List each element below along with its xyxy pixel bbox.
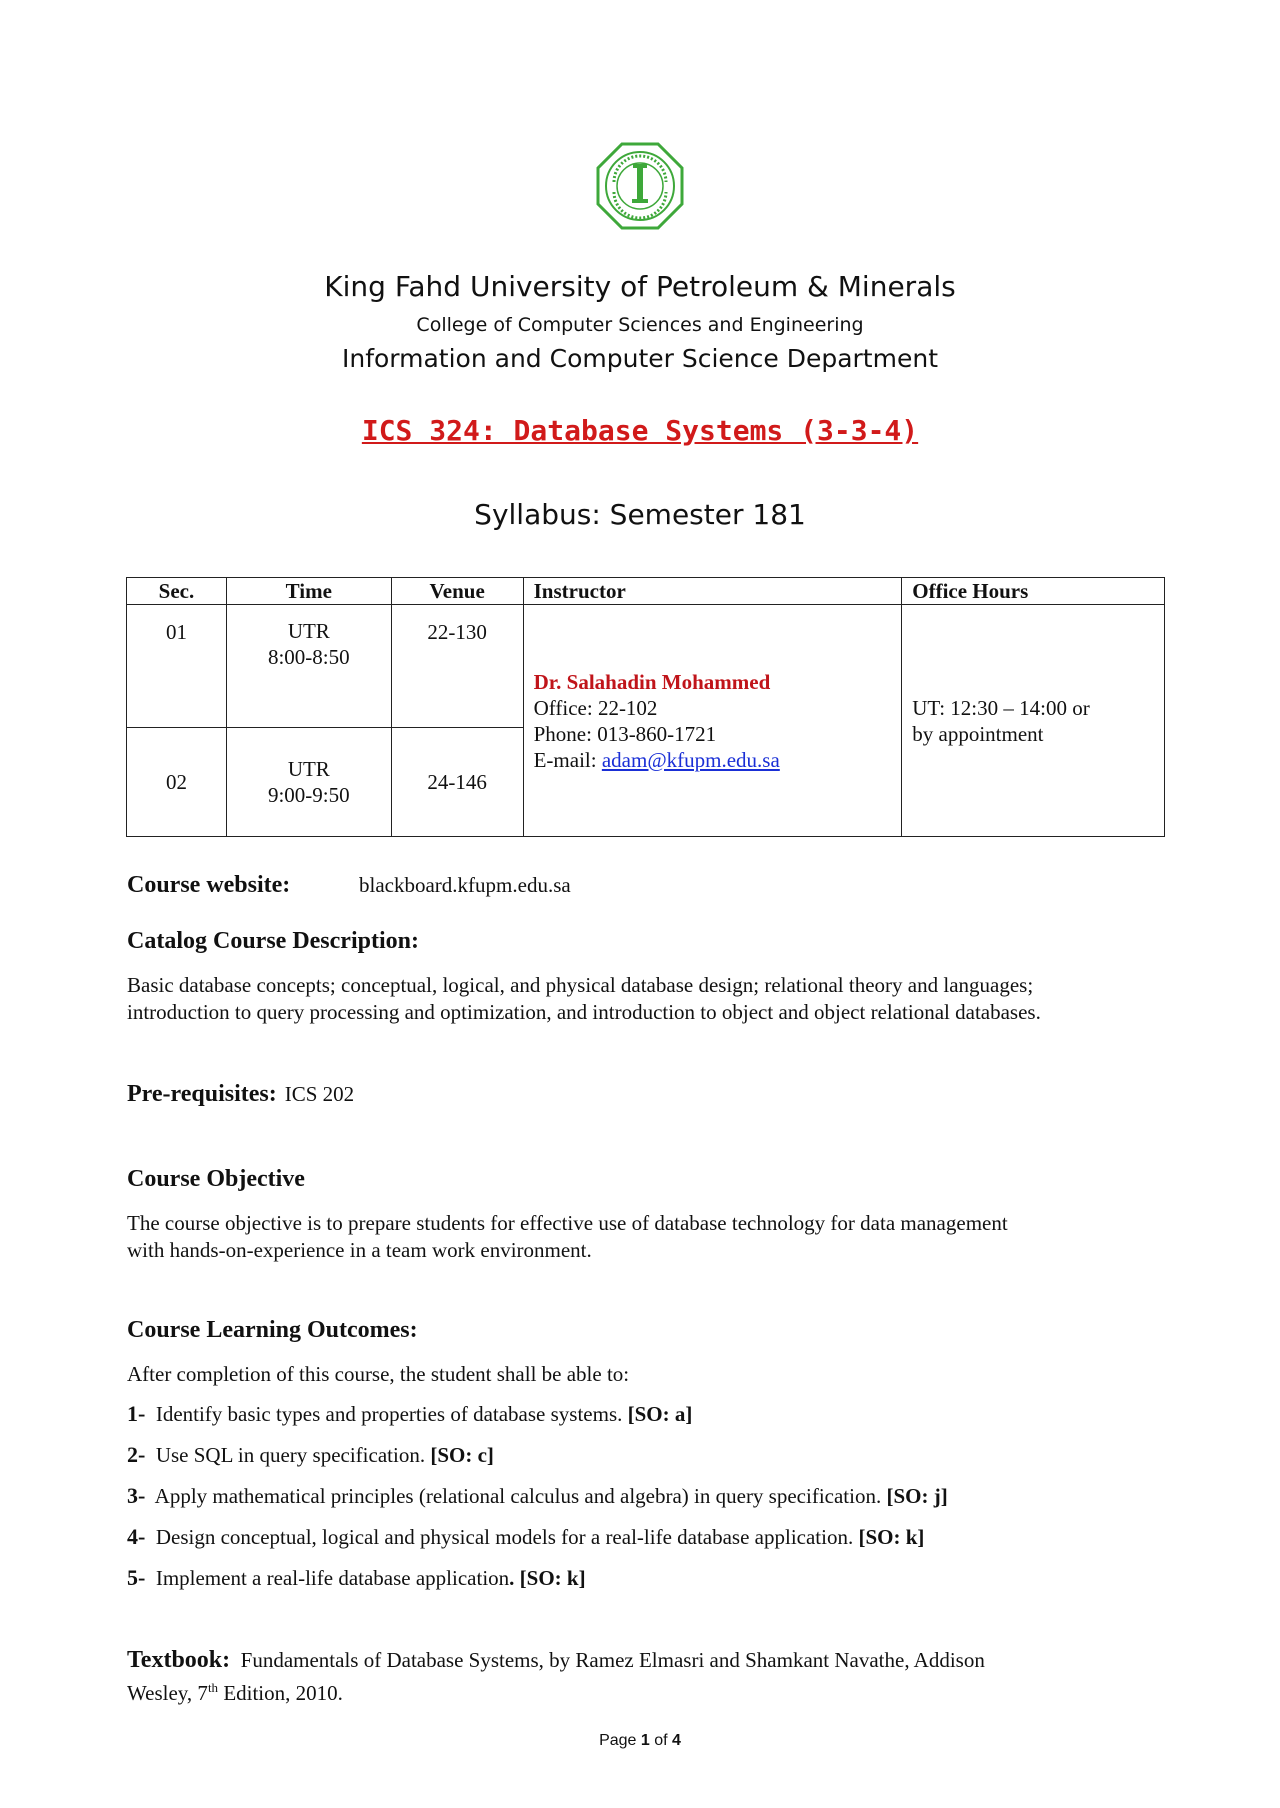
email-label: E-mail: — [533, 747, 602, 772]
website-value: blackboard.kfupm.edu.sa — [359, 873, 571, 897]
instructor-office: Office: 22-102 — [533, 695, 658, 720]
list-item: 5- Implement a real-life database application. [SO: k] — [127, 1565, 586, 1590]
office-hours-line2: by appointment — [912, 721, 1044, 746]
table-row — [127, 605, 1165, 728]
office-hours-line1: UT: 12:30 – 14:00 or — [912, 695, 1090, 720]
list-item: 2- Use SQL in query specification. [SO: c] — [127, 1442, 494, 1467]
objective-text — [127, 1210, 1167, 1264]
days-text: UTR — [287, 757, 330, 781]
list-item: 1- Identify basic types and properties of database systems. [SO: a] — [127, 1401, 693, 1426]
instructor-email-line — [534, 747, 896, 773]
page-footer: Page 1 of 4 — [599, 1732, 681, 1749]
catalog-description — [127, 972, 1167, 1026]
venue-cell: 24-146 — [391, 728, 523, 837]
page-number: 1 — [640, 1732, 650, 1749]
time-cell — [226, 728, 391, 837]
header-time: Time — [226, 578, 391, 605]
header-instructor: Instructor — [523, 578, 902, 605]
prerequisites — [127, 1081, 354, 1108]
office-hours-cell — [902, 605, 1165, 837]
section-cell: 01 — [127, 605, 227, 728]
kfupm-seal-icon — [596, 142, 684, 230]
list-item: 4- Design conceptual, logical and physical models for a real-life database application. [SO: k] — [127, 1524, 925, 1549]
department-name: Information and Computer Science Department — [341, 344, 938, 373]
instructor-email-link[interactable]: adam@kfupm.edu.sa — [601, 747, 780, 772]
instructor-name: Dr. Salahadin Mohammed — [533, 669, 771, 694]
course-title — [0, 414, 1280, 447]
time-cell — [226, 605, 391, 728]
objective-line-1: The course objective is to prepare students for effective use of database technology for data management — [127, 1211, 1008, 1235]
outcomes-heading: Course Learning Outcomes: — [127, 1317, 418, 1343]
page-total: 4 — [672, 1732, 681, 1749]
objective-heading: Course Objective — [127, 1166, 305, 1192]
catalog-heading: Catalog Course Description: — [127, 928, 419, 954]
textbook-label: Textbook: — [127, 1647, 231, 1673]
time-text: 9:00-9:50 — [267, 783, 350, 807]
catalog-line-2: introduction to query processing and optimization, and introduction to object and object relational databases. — [127, 1000, 1041, 1024]
university-name: King Fahd University of Petroleum & Minerals — [324, 270, 956, 303]
course-website — [127, 872, 571, 899]
course-title-text: ICS 324: Database Systems (3-3-4) — [361, 414, 919, 447]
venue-cell: 22-130 — [391, 605, 523, 728]
college-name: College of Computer Sciences and Engineering — [416, 314, 864, 336]
section-cell: 02 — [127, 728, 227, 837]
prereq-value: ICS 202 — [284, 1082, 355, 1106]
days-text: UTR — [287, 619, 330, 643]
instructor-phone: Phone: 013-860-1721 — [533, 721, 717, 746]
syllabus-semester: Syllabus: Semester 181 — [474, 498, 806, 531]
schedule-table — [126, 577, 1165, 837]
textbook-line-1: Fundamentals of Database Systems, by Ramez Elmasri and Shamkant Navathe, Addison — [240, 1648, 985, 1672]
header-sec: Sec. — [127, 578, 227, 605]
catalog-line-1: Basic database concepts; conceptual, logical, and physical database design; relational theory and languages; — [127, 973, 1034, 997]
website-label: Course website: — [127, 872, 291, 898]
time-text: 8:00-8:50 — [267, 645, 350, 669]
textbook: Textbook: Fundamentals of Database Systems, by Ramez Elmasri and Shamkant Navathe, Addison Wesley, 7th Edition, 2010. — [127, 1647, 985, 1705]
header-venue: Venue — [391, 578, 523, 605]
header-office-hours: Office Hours — [902, 578, 1165, 605]
prereq-label: Pre-requisites: — [127, 1081, 277, 1107]
outcomes-intro: After completion of this course, the student shall be able to: — [127, 1362, 630, 1386]
list-item: 3- Apply mathematical principles (relational calculus and algebra) in query specification. [SO: j] — [127, 1483, 948, 1508]
table-header-row — [127, 578, 1165, 605]
objective-line-2: with hands-on-experience in a team work environment. — [127, 1238, 592, 1262]
instructor-cell — [523, 605, 902, 837]
